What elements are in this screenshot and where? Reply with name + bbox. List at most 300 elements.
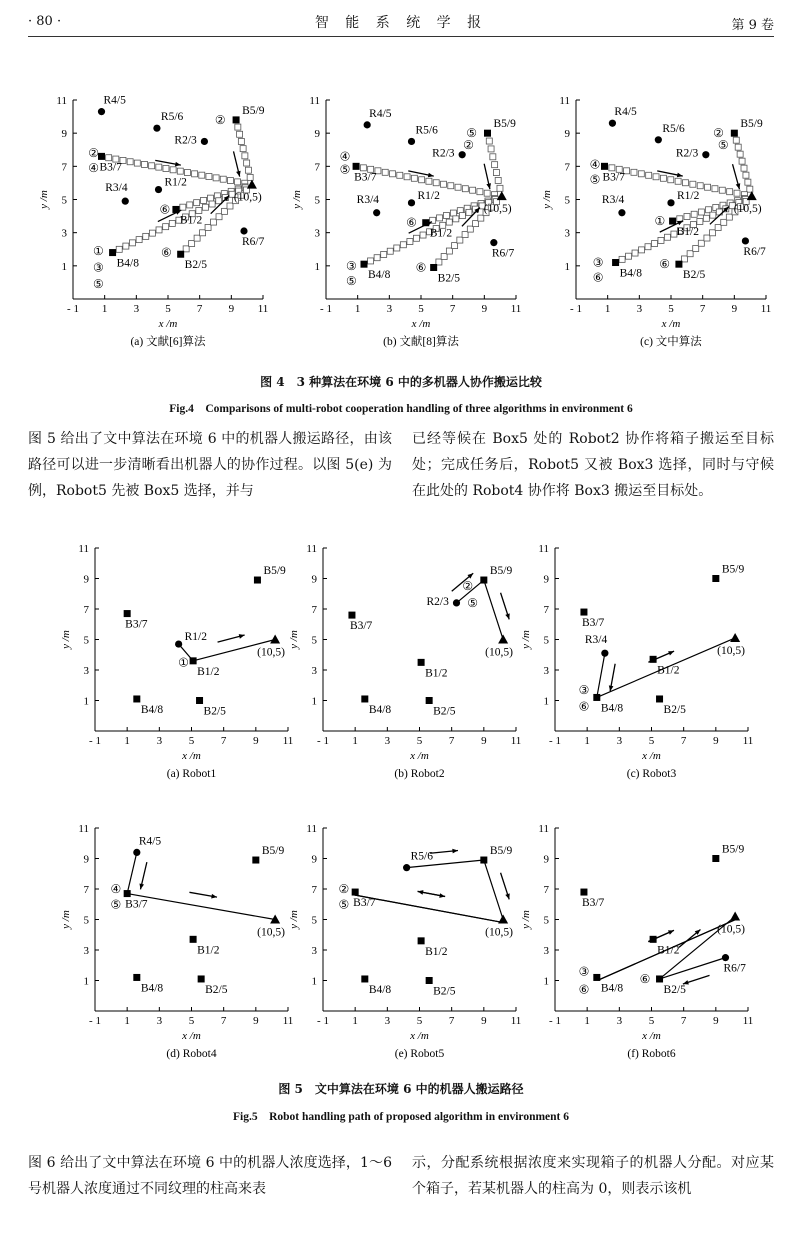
x-tick-label: 1 xyxy=(584,735,590,747)
direction-arrow-head xyxy=(505,613,509,619)
robot-label: R5/6 xyxy=(160,111,184,124)
robot-label: R4/5 xyxy=(369,107,392,120)
robot-label: R4/5 xyxy=(138,835,162,848)
box-label: B3/7 xyxy=(581,897,605,910)
y-tick-label: 1 xyxy=(311,695,317,708)
x-axis-label: x /m xyxy=(158,318,178,330)
path-cell xyxy=(106,155,112,161)
fig4a-plot xyxy=(25,92,275,357)
x-tick-label: 11 xyxy=(742,735,754,747)
box-marker xyxy=(675,261,682,268)
path-cell xyxy=(413,235,419,241)
target-marker xyxy=(270,635,280,644)
box-marker xyxy=(98,153,105,160)
step-number: ⑤ xyxy=(110,897,122,912)
path-cell xyxy=(143,233,149,239)
box-marker xyxy=(418,937,425,944)
path-cell xyxy=(437,215,443,221)
robot-label: R2/3 xyxy=(432,147,455,160)
y-tick-label: 11 xyxy=(538,823,549,835)
robot-marker xyxy=(373,209,380,216)
box-label: B1/2 xyxy=(179,214,203,227)
path-cell xyxy=(446,219,452,225)
target-marker xyxy=(497,191,507,200)
box-marker xyxy=(352,889,359,896)
x-tick-label: 11 xyxy=(510,303,522,315)
y-tick-label: 11 xyxy=(309,95,320,107)
x-tick-label: 5 xyxy=(188,735,195,747)
box-label: B3/7 xyxy=(125,618,148,631)
y-tick-label: 9 xyxy=(564,128,570,141)
target-label: (10,5) xyxy=(483,203,512,216)
x-tick-label: 11 xyxy=(760,303,772,315)
path-cell xyxy=(739,158,745,164)
box-marker xyxy=(361,975,368,982)
step-number: ① xyxy=(92,243,104,258)
path-cell xyxy=(426,178,432,184)
robot-label: R1/2 xyxy=(417,189,440,202)
x-tick-label: 9 xyxy=(228,303,235,315)
path-cell xyxy=(192,171,198,177)
fig4b-plot xyxy=(278,92,528,357)
y-tick-label: 11 xyxy=(56,95,67,107)
step-number: ① xyxy=(654,214,666,229)
box-marker xyxy=(669,218,676,225)
path-cell xyxy=(726,214,732,220)
robot-marker xyxy=(364,121,371,128)
path-cell xyxy=(407,239,413,245)
box-marker xyxy=(656,975,663,982)
robot-label: R5/6 xyxy=(662,122,685,135)
path-cell xyxy=(240,146,246,152)
y-tick-label: 9 xyxy=(311,853,317,866)
y-tick-label: 5 xyxy=(311,914,317,927)
y-axis-label: y /m xyxy=(541,190,553,209)
box-marker xyxy=(650,936,657,943)
box-marker xyxy=(580,609,587,616)
box-marker xyxy=(198,975,205,982)
y-tick-label: 5 xyxy=(311,634,317,647)
step-number: ⑤ xyxy=(467,595,478,610)
robot-label: R5/6 xyxy=(410,850,434,863)
x-tick-label: 9 xyxy=(713,735,719,747)
robot-marker xyxy=(408,138,415,145)
x-tick-label: 11 xyxy=(742,1015,754,1027)
path-cell xyxy=(235,124,241,130)
path-cell xyxy=(470,187,476,193)
path-cell xyxy=(747,186,753,192)
box-label: B5/9 xyxy=(489,845,513,858)
paragraph-1-right: 已经等候在 Box5 处的 Robot2 协作将箱子搬运至目标处；完成任务后，Robot5 又被 Box3 选择，同时与守候在此处的 Robot4 协作将 Box3 搬运至目标处。 xyxy=(412,431,774,499)
robot-marker xyxy=(153,125,160,132)
x-axis-label: x /m xyxy=(410,1030,429,1042)
path-cell xyxy=(682,180,688,186)
path-cell xyxy=(202,204,208,210)
robot-label: R3/4 xyxy=(601,193,625,206)
x-tick-label: - 1 xyxy=(67,303,79,315)
path-cell xyxy=(682,256,688,262)
box-label: B3/7 xyxy=(602,171,625,184)
y-tick-label: 11 xyxy=(559,95,570,107)
x-tick-label: - 1 xyxy=(89,1015,101,1027)
box-marker xyxy=(361,261,368,268)
box-marker xyxy=(601,163,608,170)
x-tick-label: 1 xyxy=(124,735,130,747)
x-tick-label: - 1 xyxy=(570,303,582,315)
box-marker xyxy=(612,259,619,266)
fig4-caption-zh: 图 4 3 种算法在环境 6 中的多机器人协作搬运比较 xyxy=(260,375,542,389)
x-tick-label: 9 xyxy=(481,1015,487,1027)
path-cell xyxy=(710,230,716,236)
x-tick-label: 3 xyxy=(616,735,623,747)
path-cell xyxy=(675,178,681,184)
box-label: B2/5 xyxy=(433,985,456,998)
handling-path xyxy=(484,580,503,639)
path-cell xyxy=(382,169,388,175)
panel-subtitle: (b) 文献[8]算法 xyxy=(383,336,459,348)
x-tick-label: 11 xyxy=(510,1015,522,1027)
y-tick-label: 11 xyxy=(306,823,317,835)
path-cell xyxy=(495,177,501,183)
target-label: (10,5) xyxy=(485,926,513,939)
box-label: B4/8 xyxy=(368,983,392,996)
x-tick-label: - 1 xyxy=(317,735,329,747)
box-label: B1/2 xyxy=(657,664,680,677)
header-rule xyxy=(28,36,774,37)
box-label: B3/7 xyxy=(353,897,376,910)
step-number: ④ xyxy=(589,157,601,172)
path-cell xyxy=(419,177,425,183)
box-marker xyxy=(353,163,360,170)
x-tick-label: 1 xyxy=(604,303,611,315)
panel-subtitle: (a) 文献[6]算法 xyxy=(130,336,206,348)
path-cell xyxy=(199,172,205,178)
path-cell xyxy=(116,246,122,252)
step-number: ③ xyxy=(592,255,604,270)
path-cell xyxy=(450,210,456,216)
box-marker xyxy=(731,130,738,137)
x-tick-label: 7 xyxy=(449,303,456,315)
step-number: ④ xyxy=(110,882,122,896)
robot-marker xyxy=(490,239,497,246)
box-label: B5/9 xyxy=(242,104,265,117)
handling-path xyxy=(660,958,726,979)
x-axis-label: x /m xyxy=(661,318,681,330)
y-tick-label: 9 xyxy=(311,573,317,586)
x-tick-label: 5 xyxy=(416,735,423,747)
box-label: B1/2 xyxy=(429,227,453,240)
target-label: (10,5) xyxy=(733,203,762,216)
path-cell xyxy=(721,219,727,225)
box-marker xyxy=(190,657,197,664)
box-label: B4/8 xyxy=(140,703,164,716)
path-cell xyxy=(646,172,652,178)
path-cell xyxy=(703,215,709,221)
direction-arrow-head xyxy=(439,893,445,898)
x-tick-label: 3 xyxy=(384,1015,391,1027)
step-number: ④ xyxy=(88,160,99,175)
box-marker xyxy=(177,251,184,258)
x-axis-label: x /m xyxy=(182,750,201,762)
path-cell xyxy=(141,161,147,167)
robot-marker xyxy=(722,954,729,961)
path-cell xyxy=(626,253,632,259)
handling-path xyxy=(355,895,503,922)
paragraph-1-left: 图 5 给出了文中算法在环境 6 中的机器人搬运路径，由该路径可以进一步清晰看出机器人的协作过程。以图 5(e) 为例，Robot5 先被 Box5 选择，并与 xyxy=(28,431,392,499)
box-marker xyxy=(426,977,433,984)
fig4-caption-en: Fig.4 Comparisons of multi-robot cooperation handling of three algorithms in environment 6 xyxy=(169,403,633,415)
y-axis-label: y /m xyxy=(60,910,72,929)
x-tick-label: - 1 xyxy=(317,1015,329,1027)
step-number: ② xyxy=(88,146,99,161)
path-cell xyxy=(651,241,657,247)
path-cell xyxy=(653,174,659,180)
target-marker xyxy=(498,915,508,924)
path-cell xyxy=(743,172,749,178)
target-marker xyxy=(730,633,740,642)
path-cell xyxy=(741,165,747,171)
robot-marker xyxy=(133,849,140,856)
path-cell xyxy=(163,224,169,230)
y-axis-label: y /m xyxy=(38,190,50,209)
path-cell xyxy=(719,187,725,193)
target-label: (10,5) xyxy=(717,923,745,936)
robot-marker xyxy=(403,864,410,871)
path-cell xyxy=(397,172,403,178)
direction-arrow-head xyxy=(505,893,509,899)
step-number: ⑤ xyxy=(466,126,478,141)
handling-path xyxy=(127,852,137,893)
step-number: ② xyxy=(214,112,226,127)
path-cell xyxy=(196,207,202,213)
x-tick-label: 5 xyxy=(668,303,674,315)
box-label: B4/8 xyxy=(140,982,164,995)
paragraph-2-right: 示，分配系统根据浓度来实现箱子的机器人分配。对应某个箱子，若某机器人的柱高为 0，则表示该机 xyxy=(412,1155,774,1197)
box-label: B5/9 xyxy=(721,843,745,856)
robot-marker xyxy=(459,151,466,158)
x-axis-label: x /m xyxy=(410,750,429,762)
robot-label: R4/5 xyxy=(103,94,126,107)
path-cell xyxy=(490,154,496,160)
path-cell xyxy=(745,179,751,185)
journal-title: 智 能 系 统 学 报 xyxy=(314,15,488,31)
path-cell xyxy=(207,195,213,201)
panel-subtitle: (e) Robot5 xyxy=(394,1048,445,1060)
y-tick-label: 5 xyxy=(61,194,67,207)
path-cell xyxy=(698,209,704,215)
y-tick-label: 3 xyxy=(311,945,317,957)
box-label: B4/8 xyxy=(600,702,624,715)
y-tick-label: 3 xyxy=(61,227,67,240)
box-marker xyxy=(712,855,719,862)
y-tick-label: 9 xyxy=(61,128,67,141)
step-number: ③ xyxy=(578,964,590,979)
step-number: ⑥ xyxy=(578,699,590,714)
path-cell xyxy=(235,179,241,185)
robot-marker xyxy=(618,209,625,216)
box-label: B4/8 xyxy=(600,982,624,995)
y-tick-label: 5 xyxy=(564,194,570,207)
y-tick-label: 11 xyxy=(78,543,89,555)
path-cell xyxy=(632,250,638,256)
box-label: B2/5 xyxy=(184,259,208,272)
path-cell xyxy=(149,230,155,236)
box-label: B3/7 xyxy=(125,898,148,911)
path-cell xyxy=(123,243,129,249)
box-marker xyxy=(480,857,487,864)
box-label: B3/7 xyxy=(354,171,377,184)
x-tick-label: - 1 xyxy=(549,735,561,747)
direction-arrow-head xyxy=(736,183,741,189)
box-label: B2/5 xyxy=(203,705,226,718)
path-cell xyxy=(433,180,439,186)
path-cell xyxy=(619,256,625,262)
box-label: B4/8 xyxy=(116,257,139,270)
step-number: ③ xyxy=(345,258,357,273)
page-number: · 80 · xyxy=(28,14,62,29)
box-marker xyxy=(361,695,368,702)
y-axis-label: y /m xyxy=(520,630,532,649)
path-cell xyxy=(712,186,718,192)
x-tick-label: 7 xyxy=(699,303,706,315)
step-number: ③ xyxy=(578,682,590,697)
box-marker xyxy=(109,249,116,256)
path-cell xyxy=(227,178,233,184)
robot-marker xyxy=(175,640,182,647)
box-label: B2/5 xyxy=(663,983,686,996)
box-marker xyxy=(133,695,140,702)
box-marker xyxy=(650,656,657,663)
x-tick-label: 7 xyxy=(448,1015,455,1027)
x-tick-label: 3 xyxy=(156,1015,163,1027)
panel-subtitle: (d) Robot4 xyxy=(166,1048,217,1060)
path-cell xyxy=(381,251,387,257)
box-label: B2/5 xyxy=(433,705,456,718)
box-marker xyxy=(254,577,261,584)
x-tick-label: 7 xyxy=(220,1015,227,1027)
path-cell xyxy=(735,144,741,150)
page-header xyxy=(28,10,774,34)
path-cell xyxy=(387,248,393,254)
x-tick-label: 5 xyxy=(188,1015,195,1027)
step-number: ⑤ xyxy=(338,897,350,912)
y-tick-label: 7 xyxy=(564,161,570,174)
path-cell xyxy=(169,220,175,226)
robot-label: R3/4 xyxy=(105,182,128,195)
target-label: (10,5) xyxy=(257,646,285,659)
x-tick-label: 5 xyxy=(418,303,424,315)
robot-marker xyxy=(609,120,616,127)
step-number: ⑥ xyxy=(415,260,427,275)
x-tick-label: 3 xyxy=(386,303,393,315)
step-number: ⑤ xyxy=(589,172,601,187)
robot-marker xyxy=(742,237,749,244)
path-cell xyxy=(492,162,498,168)
step-number: ⑤ xyxy=(339,162,351,177)
y-tick-label: 9 xyxy=(543,573,549,586)
path-cell xyxy=(209,201,215,207)
x-tick-label: 5 xyxy=(416,1015,423,1027)
path-cell xyxy=(242,153,248,159)
y-tick-label: 5 xyxy=(83,634,89,647)
box-marker xyxy=(656,695,663,702)
box-label: B4/8 xyxy=(368,269,391,282)
step-number: ⑥ xyxy=(639,971,651,986)
path-cell xyxy=(453,216,459,222)
y-tick-label: 3 xyxy=(83,945,89,957)
step-number: ⑥ xyxy=(592,270,604,285)
path-cell xyxy=(201,197,207,203)
path-cell xyxy=(247,174,253,180)
path-cell xyxy=(705,184,711,190)
panel-subtitle: (f) Robot6 xyxy=(627,1048,676,1060)
x-tick-label: - 1 xyxy=(89,735,101,747)
path-cell xyxy=(639,247,645,253)
direction-arrow-head xyxy=(428,173,434,178)
x-tick-label: 11 xyxy=(510,735,522,747)
robot-marker xyxy=(601,650,608,657)
x-tick-label: 7 xyxy=(448,735,455,747)
y-tick-label: 7 xyxy=(311,604,317,616)
path-cell xyxy=(149,163,155,169)
path-cell xyxy=(497,185,503,191)
y-tick-label: 1 xyxy=(83,975,89,988)
robot-marker xyxy=(98,108,105,115)
path-cell xyxy=(404,174,410,180)
path-cell xyxy=(687,251,693,257)
path-cell xyxy=(737,151,743,157)
box-label: B5/9 xyxy=(263,565,286,578)
robot-label: R1/2 xyxy=(677,189,700,202)
box-label: B1/2 xyxy=(657,944,680,957)
robot-label: R3/4 xyxy=(584,634,608,647)
robot-label: R4/5 xyxy=(614,106,637,119)
fig5d-plot xyxy=(55,820,300,1065)
box-label: B4/8 xyxy=(368,703,392,716)
x-tick-label: - 1 xyxy=(549,1015,561,1027)
y-tick-label: 5 xyxy=(543,634,549,647)
x-tick-label: 9 xyxy=(731,303,738,315)
path-cell xyxy=(238,138,244,144)
box-marker xyxy=(418,659,425,666)
path-cell xyxy=(664,234,670,240)
panel-subtitle: (b) Robot2 xyxy=(394,768,445,780)
path-cell xyxy=(697,183,703,189)
robot-label: R5/6 xyxy=(415,124,438,137)
direction-arrow-head xyxy=(211,894,217,899)
path-cell xyxy=(697,218,703,224)
x-tick-label: 7 xyxy=(680,1015,687,1027)
y-tick-label: 5 xyxy=(543,914,549,927)
path-cell xyxy=(129,240,135,246)
x-axis-label: x /m xyxy=(642,750,661,762)
x-tick-label: 7 xyxy=(680,735,687,747)
robot-label: R2/3 xyxy=(426,595,449,608)
panel-subtitle: (a) Robot1 xyxy=(166,768,217,780)
box-label: B5/9 xyxy=(493,118,516,131)
path-cell xyxy=(136,237,142,243)
x-tick-label: - 1 xyxy=(320,303,332,315)
x-tick-label: 3 xyxy=(616,1015,623,1027)
y-tick-label: 7 xyxy=(83,604,89,616)
x-tick-label: 1 xyxy=(584,1015,590,1027)
path-cell xyxy=(390,171,396,177)
box-marker xyxy=(480,577,487,584)
path-cell xyxy=(488,146,494,152)
path-cell xyxy=(127,159,133,165)
x-tick-label: 3 xyxy=(636,303,643,315)
path-cell xyxy=(244,160,250,166)
